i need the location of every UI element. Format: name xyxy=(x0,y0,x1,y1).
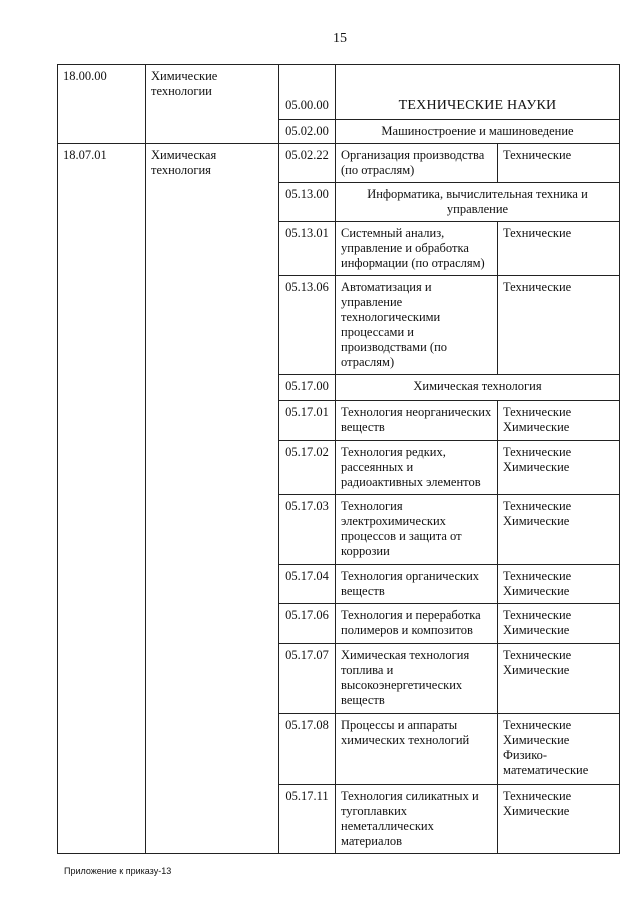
section-heading-cell xyxy=(336,183,620,222)
direction-text: Технология органических веществ xyxy=(341,569,480,598)
direction-cell xyxy=(336,144,498,183)
sciences-cell xyxy=(498,276,620,375)
specialty-name: Химические технологии xyxy=(151,69,218,98)
sciences-text: Технические Химические xyxy=(503,648,572,677)
subcode-cell xyxy=(279,120,336,144)
direction-text: Автоматизация и управление технологическими процессами и производствами (по отраслям) xyxy=(341,280,448,369)
page-number: 15 xyxy=(333,31,347,46)
subject-code: 05.17.03 xyxy=(285,499,329,513)
direction-cell xyxy=(336,495,498,565)
direction-cell xyxy=(336,565,498,604)
name-cell xyxy=(146,65,279,144)
sciences-cell xyxy=(498,644,620,714)
subject-code: 05.17.08 xyxy=(285,718,329,732)
sciences-cell xyxy=(498,495,620,565)
subject-code: 05.13.00 xyxy=(285,187,329,201)
subject-code-cell xyxy=(279,785,336,854)
direction-text: Технология силикатных и тугоплавких неметаллических материалов xyxy=(341,789,479,848)
heading-code: 05.00.00 xyxy=(285,98,329,112)
direction-cell xyxy=(336,785,498,854)
sciences-text: Технические Химические Физико-математические xyxy=(503,718,589,777)
subject-code-cell xyxy=(279,375,336,401)
subject-code: 05.17.07 xyxy=(285,648,329,662)
subject-code: 05.17.00 xyxy=(285,379,329,393)
subject-code-cell xyxy=(279,276,336,375)
footer-note: Приложение к приказу-13 xyxy=(64,866,172,876)
sciences-text: Технические xyxy=(503,226,572,240)
direction-text: Технология и переработка полимеров и композитов xyxy=(341,608,481,637)
subject-code-cell xyxy=(279,222,336,276)
direction-cell xyxy=(336,222,498,276)
sciences-cell xyxy=(498,222,620,276)
sciences-text: Технические Химические xyxy=(503,499,572,528)
sub-code: 05.02.00 xyxy=(285,124,329,138)
direction-cell xyxy=(336,276,498,375)
sciences-text: Технические Химические xyxy=(503,445,572,474)
subject-code-cell xyxy=(279,495,336,565)
sciences-cell xyxy=(498,441,620,495)
specialty-code: 18.00.00 xyxy=(63,69,107,83)
direction-text: Процессы и аппараты химических технологий xyxy=(341,718,470,747)
group-name-cell xyxy=(146,144,279,854)
heading-text: ТЕХНИЧЕСКИЕ НАУКИ xyxy=(398,98,557,113)
subject-code: 05.13.06 xyxy=(285,280,329,294)
subject-code-cell xyxy=(279,183,336,222)
subject-code: 05.13.01 xyxy=(285,226,329,240)
direction-text: Технология электрохимических процессов и защита от коррозии xyxy=(341,499,462,558)
subject-code: 05.17.01 xyxy=(285,405,329,419)
group-code: 18.07.01 xyxy=(63,148,107,162)
group-name: Химическая технология xyxy=(151,148,217,177)
subheading-cell xyxy=(336,120,620,144)
direction-text: Технология неорганических веществ xyxy=(341,405,492,434)
section-heading: Химическая технология xyxy=(413,379,542,393)
sciences-cell xyxy=(498,144,620,183)
table-row xyxy=(58,144,620,183)
subcode-cell xyxy=(279,65,336,120)
subject-code-cell xyxy=(279,144,336,183)
group-code-cell xyxy=(58,144,146,854)
direction-cell xyxy=(336,441,498,495)
sciences-cell xyxy=(498,565,620,604)
subject-code: 05.02.22 xyxy=(285,148,329,162)
section-heading: Информатика, вычислительная техника и управление xyxy=(367,187,588,216)
subheading-text: Машиностроение и машиноведение xyxy=(381,124,574,138)
direction-text: Системный анализ, управление и обработка информации (по отраслям) xyxy=(341,226,485,270)
sciences-cell xyxy=(498,714,620,785)
direction-cell xyxy=(336,401,498,441)
subject-code-cell xyxy=(279,565,336,604)
subject-code: 05.17.06 xyxy=(285,608,329,622)
sciences-cell xyxy=(498,785,620,854)
direction-text: Химическая технология топлива и высокоэнергетических веществ xyxy=(341,648,470,707)
direction-cell xyxy=(336,604,498,644)
code-cell xyxy=(58,65,146,144)
sciences-text: Технические Химические xyxy=(503,608,572,637)
direction-cell xyxy=(336,714,498,785)
sciences-text: Технические Химические xyxy=(503,789,572,818)
direction-cell xyxy=(336,644,498,714)
sciences-cell xyxy=(498,401,620,441)
sciences-text: Технические xyxy=(503,148,572,162)
section-heading-cell xyxy=(336,375,620,401)
heading-cell xyxy=(336,65,620,120)
subject-code-cell xyxy=(279,401,336,441)
subject-code-cell xyxy=(279,441,336,495)
table-row xyxy=(58,65,620,120)
sciences-text: Технические Химические xyxy=(503,405,572,434)
direction-text: Организация производства (по отраслям) xyxy=(341,148,485,177)
subject-code-cell xyxy=(279,644,336,714)
sciences-cell xyxy=(498,604,620,644)
subject-code-cell xyxy=(279,714,336,785)
subject-code-cell xyxy=(279,604,336,644)
specialty-table xyxy=(57,64,620,854)
subject-code: 05.17.11 xyxy=(285,789,329,803)
sciences-text: Технические xyxy=(503,280,572,294)
subject-code: 05.17.02 xyxy=(285,445,329,459)
sciences-text: Технические Химические xyxy=(503,569,572,598)
direction-text: Технология редких, рассеянных и радиоактивных элементов xyxy=(341,445,481,489)
subject-code: 05.17.04 xyxy=(285,569,329,583)
